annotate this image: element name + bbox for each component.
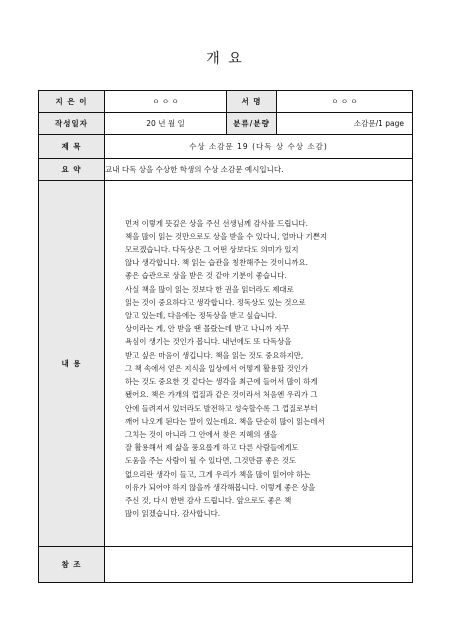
date-value: 20 년 월 일: [105, 113, 227, 135]
document-title: 개 요: [206, 51, 244, 67]
author-value: ㅇ ㅇ ㅇ: [105, 91, 227, 113]
category-label: 분류/분량: [227, 113, 277, 135]
content-line: 이유가 되어야 하지 않을까 생각해봅니다. 이렇게 좋은 상을: [125, 482, 316, 492]
content-line: 그치는 것이 아니라 그 안에서 찾은 지혜의 샘을: [125, 429, 278, 439]
content-line: 안에 들려져서 있더라도 발전하고 성숙할수록 그 껍질로부터: [125, 403, 318, 413]
author-label: 지 은 이: [39, 91, 105, 113]
content-line: 없으리란 생각이 들고, 그게 우리가 책을 많이 읽어야 하는: [125, 469, 311, 479]
content-line: 도움을 주는 사람이 될 수 있다면, 그것만큼 좋은 것도: [125, 456, 297, 466]
summary-label: 요 약: [39, 159, 105, 181]
content-line: 됐어요. 책은 가개의 껍질과 같은 것이라서 처음엔 우리가 그: [125, 390, 318, 400]
content-line: 주신 것, 다시 한번 감사 드립니다. 앞으로도 좋은 책: [125, 495, 292, 505]
signature-value: ㅇ ㅇ ㅇ: [277, 91, 413, 113]
content-body: [105, 207, 412, 521]
content-line: 알고 있는데, 다음에는 정독상을 받고 싶습니다.: [125, 311, 278, 321]
signature-label: 서 명: [227, 91, 277, 113]
content-line: 좋은 습관으로 상을 받은 것 같아 기분이 좋습니다.: [125, 271, 287, 281]
overview-form-table: [38, 90, 413, 583]
content-line: 욕심이 생기는 것인가 봅니다. 내년에도 또 다독상을: [125, 337, 292, 347]
content-line: 많이 읽겠습니다. 감사합니다.: [125, 509, 221, 519]
reference-value: [105, 547, 413, 583]
content-line: 사실 책을 많이 읽는 것보다 한 권을 읽더라도 제대로: [125, 284, 294, 294]
content-label: 내 용: [39, 181, 105, 547]
content-line: 상이라는 게, 안 받을 땐 몰랐는데 받고 나니까 자꾸: [125, 324, 289, 334]
content-line: 먼저 이렇게 뜻깊은 상을 주신 선생님께 감사를 드립니다.: [125, 218, 309, 228]
content-line: 그 책 속에서 얻은 지식을 일상에서 어떻게 활용할 것인가: [125, 363, 309, 373]
content-line: 받고 싶은 마음이 생깁니다. 책을 읽는 것도 중요하지만,: [125, 350, 304, 360]
content-line: 잘 활용해서 제 삶을 풍요롭게 하고 다른 사람들에게도: [125, 443, 299, 453]
date-label: 작성일자: [39, 113, 105, 135]
subject-value: 수상 소감문 19 (다독 상 수상 소감): [105, 135, 413, 159]
subject-label: 제 목: [39, 135, 105, 159]
content-line: 하는 것도 중요한 것 같다는 생각을 최근에 들어서 많이 하게: [125, 377, 318, 387]
content-line: 모르겠습니다. 다독상은 그 어떤 상보다도 의미가 있지: [125, 245, 299, 255]
content-line: 읽는 것이 중요하다고 생각합니다. 정독상도 있는 것으로: [125, 297, 306, 307]
content-line: 않나 생각합니다. 책 읽는 습관을 칭찬해주는 것이니까요.: [125, 258, 309, 268]
content-cell: [105, 181, 413, 547]
content-line: 책을 많이 읽는 것만으로도 상을 받을 수 있다니, 얼마나 기쁜지: [125, 231, 327, 241]
summary-value: 교내 다독 상을 수상한 학생의 수상 소감문 예시입니다.: [105, 159, 413, 181]
category-value: 소감문/1 page: [277, 113, 413, 135]
content-line: 깨어 나오게 된다는 말이 있는데요. 책을 단순히 많이 읽는데서: [125, 416, 325, 426]
reference-label: 참 조: [39, 547, 105, 583]
